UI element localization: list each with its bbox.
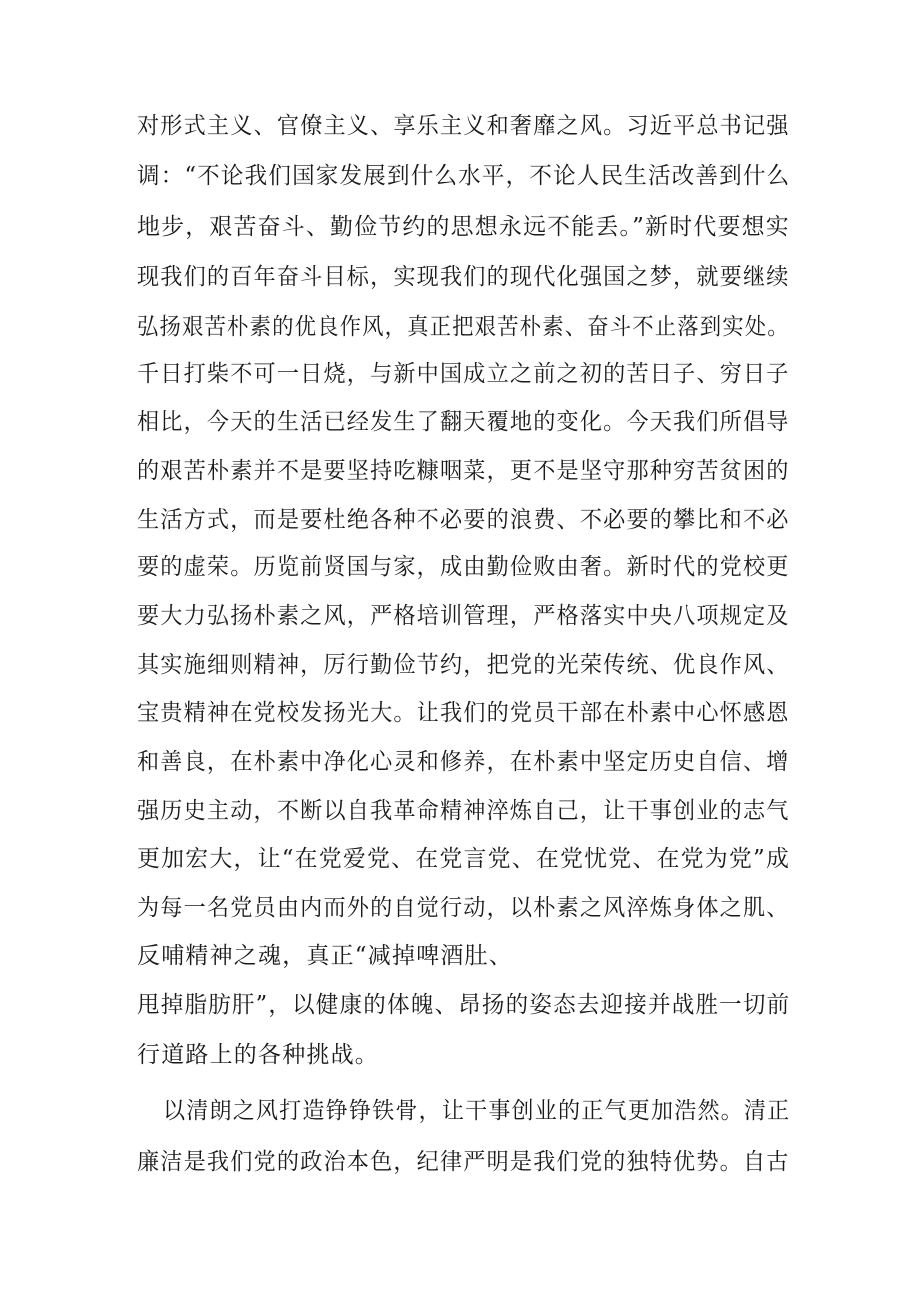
text-line: 行道路上的各种挑战。	[137, 1042, 379, 1068]
text-line: 反哺精神之魂，真正“减掉啤酒肚、	[137, 943, 513, 969]
text-line: 宝贵精神在党校发扬光大。让我们的党员干部在朴素中心怀感恩	[137, 700, 790, 726]
text-line: 弘扬艰苦朴素的优良作风，真正把艰苦朴素、奋斗不止落到实处。	[137, 314, 790, 340]
text-line: 以清朗之风打造铮铮铁骨，让干事创业的正气更加浩然。清正	[163, 1098, 791, 1124]
text-line: 廉洁是我们党的政治本色，纪律严明是我们党的独特优势。自古	[137, 1149, 790, 1175]
text-line: 更加宏大，让“在党爱党、在党言党、在党忧党、在党为党”成	[137, 846, 791, 872]
text-line: 甩掉脂肪肝”，以健康的体魄、昂扬的姿态去迎接并战胜一切前	[137, 992, 791, 1018]
text-line: 和善良，在朴素中净化心灵和修养，在朴素中坚定历史自信、增	[137, 749, 790, 775]
text-line: 要的虚荣。历览前贤国与家，成由勤俭败由奢。新时代的党校更	[137, 554, 790, 580]
text-line: 其实施细则精神，厉行勤俭节约，把党的光荣传统、优良作风、	[137, 652, 790, 678]
text-line: 生活方式，而是要杜绝各种不必要的浪费、不必要的攀比和不必	[137, 507, 790, 533]
text-line: 为每一名党员由内而外的自觉行动，以朴素之风淬炼身体之肌、	[137, 895, 790, 921]
text-line: 要大力弘扬朴素之风，严格培训管理，严格落实中央八项规定及	[137, 603, 790, 629]
text-line: 地步，艰苦奋斗、勤俭节约的思想永远不能丢。”新时代要想实	[137, 214, 790, 240]
text-line: 调：“不论我们国家发展到什么水平，不论人民生活改善到什么	[137, 163, 791, 189]
text-line: 对形式主义、官僚主义、享乐主义和奢靡之风。习近平总书记强	[137, 113, 790, 139]
text-line: 强历史主动，不断以自我革命精神淬炼自己，让干事创业的志气	[137, 798, 790, 824]
text-line: 相比，今天的生活已经发生了翻天覆地的变化。今天我们所倡导	[137, 409, 790, 435]
text-line: 的艰苦朴素并不是要坚持吃糠咽菜，更不是坚守那种穷苦贫困的	[137, 458, 790, 484]
text-line: 现我们的百年奋斗目标，实现我们的现代化强国之梦，就要继续	[137, 264, 790, 290]
text-line: 千日打柴不可一日烧，与新中国成立之前之初的苦日子、穷日子	[137, 361, 790, 387]
